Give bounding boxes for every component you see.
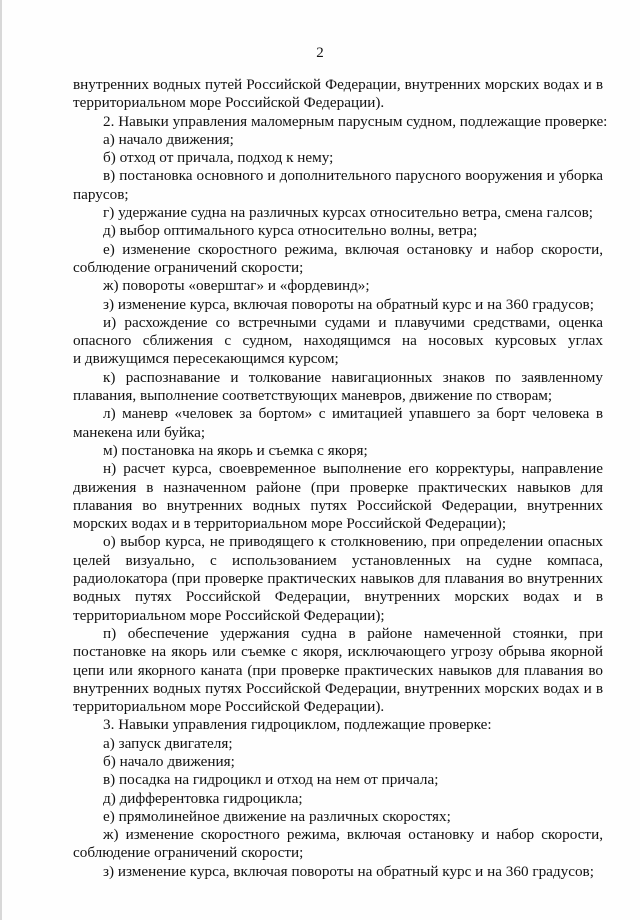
scan-edge <box>0 0 2 920</box>
text-line: внутренних водных путях Российской Федерации, внутренних морских водах и в <box>73 679 603 697</box>
text-line: в) посадка на гидроцикл и отход на нем от причала; <box>103 771 439 789</box>
text-line: 3. Навыки управления гидроциклом, подлежащие проверке: <box>103 716 492 734</box>
text-line: н) расчет курса, своевременное выполнение его корректуры, направление <box>103 460 603 478</box>
text-line: к) распознавание и толкование навигационных знаков по заявленному <box>103 368 603 386</box>
text-line: постановке на якорь или съемке с якоря, исключающего угрозу обрыва якорной <box>73 643 603 661</box>
text-line: внутренних водных путей Российской Федерации, внутренних морских водах и в <box>73 76 603 93</box>
text-line: о) выбор курса, не приводящего к столкновению, при определении опасных <box>103 533 603 551</box>
text-line: в) постановка основного и дополнительного парусного вооружения и уборка <box>103 167 603 185</box>
text-line: з) изменение курса, включая повороты на обратный курс и на 360 градусов; <box>103 862 594 880</box>
text-line: 2. Навыки управления маломерным парусным судном, подлежащие проверке: <box>103 112 608 130</box>
text-line: и движущимся пересекающимся курсом; <box>73 350 339 368</box>
text-line: п) обеспечение удержания судна в районе намеченной стоянки, при <box>103 624 603 642</box>
text-line: д) дифферентовка гидроцикла; <box>103 789 303 807</box>
text-line: морских водах и в территориальном море Российской Федерации); <box>73 515 507 533</box>
text-line: е) прямолинейное движение на различных скоростях; <box>103 807 451 825</box>
text-line: ж) повороты «оверштаг» и «фордевинд»; <box>103 277 370 295</box>
text-line: водных путях Российской Федерации, внутренних морских водах и в <box>73 588 603 606</box>
text-line: б) отход от причала, подход к нему; <box>103 149 334 167</box>
text-line: опасного сближения с судном, находящимся на носовых курсовых углах <box>73 332 603 350</box>
text-line: а) начало движения; <box>103 130 234 148</box>
text-line: территориальном море Российской Федерации); <box>73 606 385 624</box>
text-line: соблюдение ограничений скорости; <box>73 844 304 862</box>
text-line: плавания во внутренних водных путях Российской Федерации, внутренних <box>73 496 603 514</box>
text-line: е) изменение скоростного режима, включая остановку и набор скорости, <box>103 240 603 258</box>
text-line: территориальном море Российской Федерации). <box>73 94 385 112</box>
text-line: территориальном море Российской Федерации). <box>73 698 385 716</box>
text-line: плавания, выполнение соответствующих маневров, движение по створам; <box>73 387 553 405</box>
text-line: радиолокатора (при проверке практических навыков для плавания во внутренних <box>73 570 603 588</box>
text-line: а) запуск двигателя; <box>103 734 233 752</box>
text-line: соблюдение ограничений скорости; <box>73 258 304 276</box>
text-line: движения в назначенном районе (при проверке практических навыков для <box>73 478 603 496</box>
text-line: цепи или якорного каната (при проверке практических навыков для плавания во <box>73 661 603 679</box>
text-line: м) постановка на якорь и съемка с якоря; <box>103 441 368 459</box>
text-line: л) маневр «человек за бортом» с имитацией упавшего за борт человека в <box>103 405 603 423</box>
text-line: д) выбор оптимального курса относительно волны, ветра; <box>103 222 478 240</box>
text-line: манекена или буйка; <box>73 423 206 441</box>
text-line: парусов; <box>73 185 129 203</box>
text-line: целей визуально, с использованием установленных на судне компаса, <box>73 551 603 569</box>
text-line: б) начало движения; <box>103 752 235 770</box>
document-body <box>73 76 608 881</box>
text-line: ж) изменение скоростного режима, включая остановку и набор скорости, <box>103 826 603 844</box>
page-number: 2 <box>316 45 324 61</box>
text-line: г) удержание судна на различных курсах относительно ветра, смена галсов; <box>103 204 593 222</box>
text-line: з) изменение курса, включая повороты на обратный курс и на 360 градусов; <box>103 295 594 313</box>
text-line: и) расхождение со встречными судами и плавучими средствами, оценка <box>103 313 603 331</box>
